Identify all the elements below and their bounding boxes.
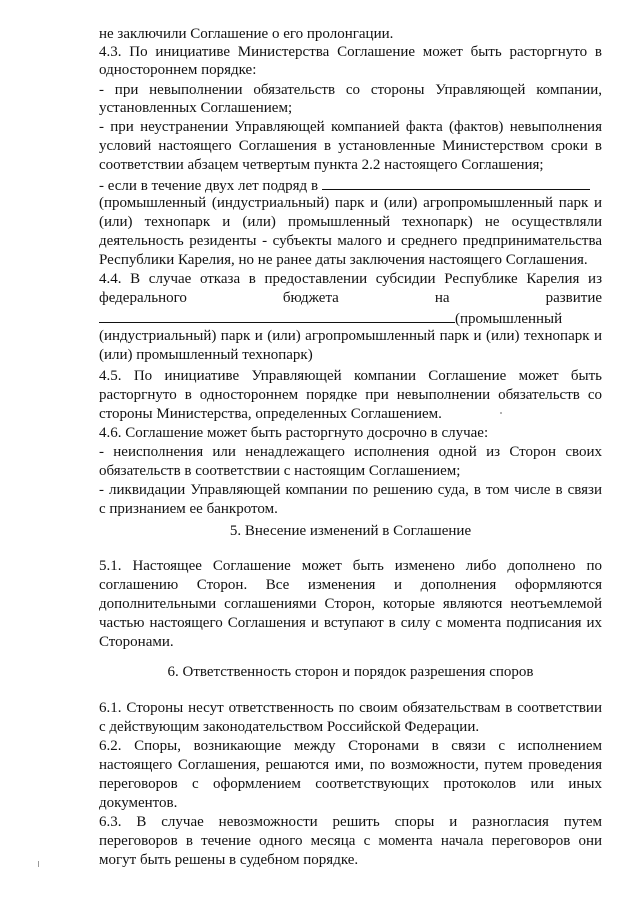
clause-4-3-line: (или) технопарк и (или) промышленный технопарк) не осуществляли [99,214,602,230]
clause-6-2-line: 6.2. Споры, возникающие между Сторонами в связи с исполнением [99,738,602,754]
clause-4-3-line: условий настоящего Соглашения в установленные Министерством сроки в [99,138,602,154]
clause-4-3-line: - при неустранении Управляющей компанией факта (фактов) невыполнения [99,119,602,135]
paragraph-line: не заключили Соглашение о его пролонгации. [99,26,394,42]
clause-6-2-line: переговоров с оформлением соответствующих протоколов или иных [99,776,602,792]
section-5-heading: 5. Внесение изменений в Соглашение [229,523,472,539]
clause-4-5-line: расторгнуто в одностороннем порядке при невыполнении обязательств со [99,387,602,403]
section-6-heading: 6. Ответственность сторон и порядок разрешения споров [167,664,534,680]
clause-4-5-line: 4.5. По инициативе Управляющей компании Соглашение может быть [99,368,602,384]
clause-4-4-line: федерального бюджета на развитие [99,290,602,306]
clause-4-3-line [99,176,602,193]
clause-4-5-line: стороны Министерства, определенных Соглашением. [99,406,442,422]
clause-4-6-line: - неисполнения или ненадлежащего исполнения одной из Сторон своих [99,444,602,460]
clause-6-1-line: с действующим законодательством Российской Федерации. [99,719,480,735]
clause-6-1-line: 6.1. Стороны несут ответственность по своим обязательствам в соответствии [99,700,602,716]
clause-4-3-line-text: - если в течение двух лет подряд в [99,178,319,194]
clause-4-4-line: (или) промышленный технопарк) [99,347,313,363]
fill-in-blank [322,176,590,190]
clause-4-3-line: Республики Карелия, но не ранее даты заключения настоящего Соглашения. [99,252,588,268]
clause-4-3-line: одностороннем порядке: [99,62,257,78]
clause-4-3-line: соответствии абзацем четвертым пункта 2.2 настоящего Соглашения; [99,157,544,173]
scan-speck [500,412,502,414]
clause-4-3-line: 4.3. По инициативе Министерства Соглашение может быть расторгнуто в [99,44,602,60]
clause-4-6-line: с признанием ее банкротом. [99,501,278,517]
clause-4-4-line-text: (промышленный [455,311,563,327]
clause-4-4-line: (индустриальный) парк и (или) агропромышленный парк и (или) технопарк и [99,328,602,344]
clause-4-3-line: деятельность резиденты - субъекты малого и среднего предпринимательства [99,233,602,249]
clause-5-1-line: дополнительными соглашениями Сторон, которые являются неотъемлемой [99,596,602,612]
clause-4-4-line [99,309,602,326]
clause-4-3-line: установленных Соглашением; [99,100,293,116]
clause-4-4-line: 4.4. В случае отказа в предоставлении субсидии Республике Карелия из [99,271,602,287]
clause-5-1-line: Сторонами. [99,634,174,650]
clause-6-2-line: настоящего Соглашения, решаются ими, по возможности, путем проведения [99,757,602,773]
clause-4-3-line: (промышленный (индустриальный) парк и (или) агропромышленный парк и [99,195,602,211]
fill-in-blank [99,309,455,323]
clause-4-6-line: 4.6. Соглашение может быть расторгнуто досрочно в случае: [99,425,489,441]
clause-6-3-line: переговоров в течение одного месяца с момента начала переговоров они [99,833,602,849]
clause-4-6-line: обязательств в соответствии с настоящим Соглашением; [99,463,461,479]
clause-6-2-line: документов. [99,795,178,811]
clause-6-3-line: 6.3. В случае невозможности решить споры и разногласия путем [99,814,602,830]
clause-5-1-line: 5.1. Настоящее Соглашение может быть изменено либо дополнено по [99,558,602,574]
clause-5-1-line: частью настоящего Соглашения и вступают в силу с момента подписания их [99,615,602,631]
scan-speck [38,861,39,867]
clause-6-3-line: могут быть решены в судебном порядке. [99,852,359,868]
clause-4-6-line: - ликвидации Управляющей компании по решению суда, в том числе в связи [99,482,602,498]
clause-4-3-line: - при невыполнении обязательств со стороны Управляющей компании, [99,82,602,98]
clause-5-1-line: соглашению Сторон. Все изменения и дополнения оформляются [99,577,602,593]
